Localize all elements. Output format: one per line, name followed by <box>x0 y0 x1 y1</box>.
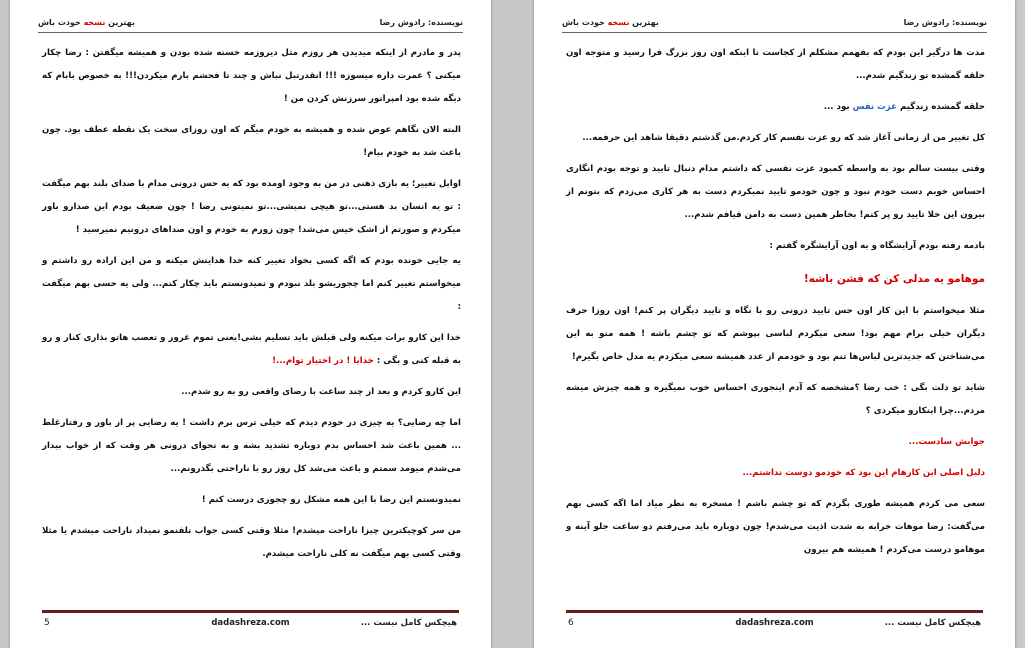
footer-divider <box>566 610 983 613</box>
highlight-term: عزت نفس <box>852 102 897 112</box>
page-number: 6 <box>568 618 574 628</box>
quote-highlight: خدایا ! در اختیار توام...! <box>272 356 374 366</box>
footer-site-link[interactable]: dadashreza.com <box>211 618 290 628</box>
paragraph: اما چه رضایی؟ یه چیزی در خودم دیدم که خیلی ترس برم داشت ! یه رضایی پر از باور و رفتارغلط ... همین باعث شد احساس بدم دوباره تشدید بشه و به نجوای درونی هر وقت که از خواب بیدار می‌شدم میومد سمتم و باعث می‌شد کل روز رو با ناراحتی بگذرونم... <box>42 418 461 474</box>
header-author: نویسنده: رادوش رضا <box>379 18 463 27</box>
page-number: 5 <box>44 618 50 628</box>
paragraph: شاید تو دلت بگی : خب رضا ؟مشخصه که آدم اینجوری احساس خوب نمیگیره و همه چیزش میشه مردم...چرا اینکارو میکردی ؟ <box>566 383 985 416</box>
header-divider <box>38 32 463 33</box>
page-footer <box>568 618 981 632</box>
header-motto-highlight: نسخه <box>83 18 106 27</box>
highlight-line: جوابش سادست... <box>908 437 985 447</box>
paragraph: البته الان نگاهم عوض شده و همیشه به خودم میگم که اون روزای سخت یک نقطه عطف بود. چون باعث شد به خودم بیام! <box>42 125 461 158</box>
page-footer <box>44 618 457 632</box>
paragraph: نمیدونستم این رضا با این همه مشکل رو چجوری درست کنم ! <box>201 495 461 505</box>
footer-motto: هیچکس کامل نیست ... <box>360 618 457 628</box>
paragraph: مدت ها درگیر این بودم که بفهمم مشکلم از کجاست تا اینکه اون روز بزرگ فرا رسید و متوجه اون حلقه گمشده تو زندگیم شدم... <box>566 48 985 81</box>
quote-paragraph: خدا این کارو برات میکنه ولی قبلش باید تسلیم بشی!یعنی تموم غرور و تعصب هاتو بذاری کنار و رو به قبله کنی و بگی : خدایا ! در اختیار توام...! <box>42 333 461 366</box>
paragraph: کل تغییر من از زمانی آغاز شد که رو عزت نفسم کار کردم.من گذشتم دقیقا شاهد این حرفمه... <box>582 133 985 143</box>
header-motto: بهترین نسخه خودت باش <box>562 18 659 27</box>
footer-divider <box>42 610 459 613</box>
paragraph: مثلا میخواستم با این کار اون حس تایید درونی رو با نگاه و تایید دیگران پر کنم! اون روزا حرف دیگران خیلی برام مهم بود! سعی میکردم لباسی بپوشم که تو چشم باشه ! همه منو به این می‌شناختن که جدیدترین لباس‌ها تنم بود و خودمم از عدد همیشه سعی میکردم یه مدل خاص بگیرم! <box>566 306 985 362</box>
paragraph: سعی می کردم همیشه طوری بگردم که تو چشم باشم ! مسخره به نظر میاد اما اگه کسی بهم می‌گفت: رضا موهات خرابه به شدت اذیت می‌شدم! چون دوباره باید می‌رفتم دو ساعت جلو آینه و موهامو درست می‌کردم ! همیشه هم بیرون <box>566 499 985 555</box>
paragraph: یه جایی خونده بودم که اگه کسی بخواد تغییر کنه خدا هدایتش میکنه و من این اراده رو داشتم و میخواستم تغییر کنم اما چجوریشو بلد نبودم و نمیدونستم باید چکار کنم... ولی یه حسی بهم میگفت : <box>42 256 461 312</box>
paragraph: وقتی بیست سالم بود به واسطه کمبود عزت نفسی که داشتم مدام دنبال تایید و توجه بودم انگاری احساس خوبم دست خودم نبود و چون خودمو تایید نمیکردم دست به هر کاری می‌زدم که بتونم از بیرون این خلا تایید رو پر کنم! بخاطر همین دست به دامن قیافم شدم... <box>566 164 985 220</box>
paragraph: اوایل تغییر؛ یه بازی ذهنی در من به وجود اومده بود که یه حس درونی مدام با صدای بلند بهم میگفت : تو یه انسان بد هستی...تو هیچی نمیشی...تو نمیتونی رضا ! چون ضعیف بودم این صدارو باور میکردم و صورتم از اشک خیس می‌شد! چون زورم به خودم و اون صداهای درونیم نمیرسید ! <box>42 179 461 235</box>
page-header <box>38 16 463 32</box>
header-motto: بهترین نسخه خودت باش <box>38 18 135 27</box>
page-header <box>562 16 987 32</box>
header-author: نویسنده: رادوش رضا <box>903 18 987 27</box>
paragraph: این کارو کردم و بعد از چند ساعت با رضای واقعی رو به رو شدم... <box>181 387 461 397</box>
paragraph: پدر و مادرم از اینکه میدیدن هر روزم مثل دیروزمه خسته شده بودن و همیشه میگفتن : رضا چکار میکنی ؟ عمرت داره میسوزه !!! انقدرتبل نباش و چند تا فحشم بارم میکردن!!! به خصوص بابام که دیگه شده بود امپراتور سرزنش کردن من ! <box>42 48 461 104</box>
document-page-right <box>534 0 1015 648</box>
emphasis-heading: موهامو یه مدلی کن که فشن باشه! <box>803 273 985 285</box>
document-page-left <box>10 0 491 648</box>
paragraph: من سر کوچیکترین چیزا ناراحت میشدم! مثلا وقتی کسی جواب تلفنمو نمیداد ناراحت میشدم یا مثلا وقتی کسی بهم میگفت نه کلی ناراحت میشدم. <box>42 526 461 559</box>
page-body <box>566 42 985 570</box>
paragraph: حلقه گمشده زندگیم عزت نفس بود ... <box>823 102 985 112</box>
header-divider <box>562 32 987 33</box>
page-body <box>42 42 461 574</box>
paragraph: بادمه رفته بودم آرایشگاه و به اون آرایشگره گفتم : <box>769 241 985 251</box>
footer-site-link[interactable]: dadashreza.com <box>735 618 814 628</box>
footer-motto: هیچکس کامل نیست ... <box>884 618 981 628</box>
header-motto-highlight: نسخه <box>607 18 630 27</box>
highlight-line: دلیل اصلی این کارهام این بود که خودمو دوست نداشتم... <box>742 468 985 478</box>
